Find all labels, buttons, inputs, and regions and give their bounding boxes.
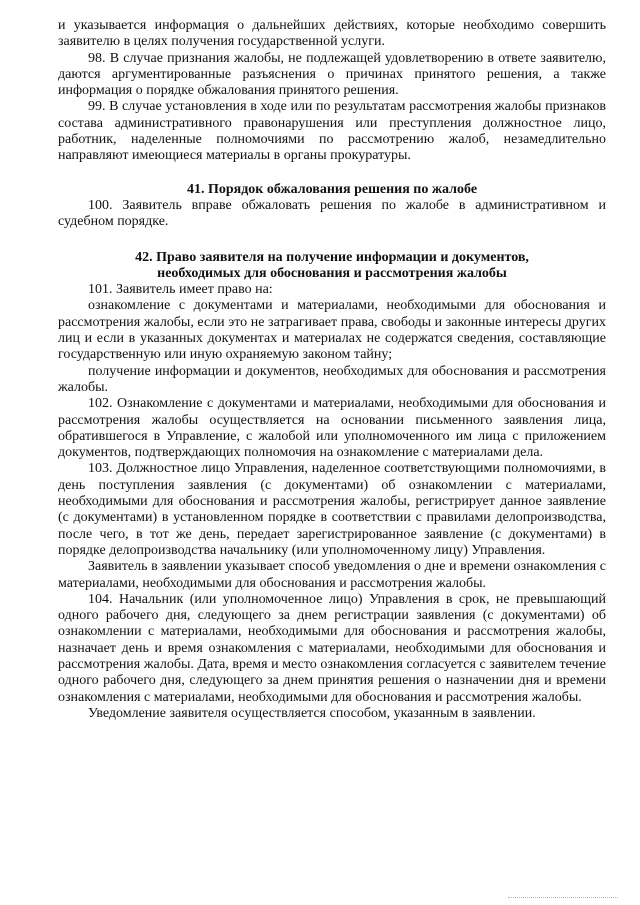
paragraph-103-notice: Заявитель в заявлении указывает способ уведомления о дне и времени ознакомления с материалами, необходимыми для обоснования и рассмотрения жалобы. xyxy=(58,559,606,591)
section-heading-42 xyxy=(58,250,606,283)
section-heading-41: 41. Порядок обжалования решения по жалобе xyxy=(186,181,478,197)
section-heading-42-line-1: 42. Право заявителя на получение информации и документов, xyxy=(135,249,529,265)
paragraph-101-item-2: получение информации и документов, необходимых для обоснования и рассмотрения жалобы. xyxy=(58,363,606,395)
paragraph-101-item-1: ознакомление с документами и материалами, необходимыми для обоснования и рассмотрения жалобы, если это не затрагивает права, свободы и законные интересы других лиц и если в указанных документах и материалах не содержатся сведения, составляющие государственную или иную охраняемую законом тайну; xyxy=(58,298,606,363)
paragraph-continuation: и указывается информация о дальнейших действиях, которые необходимо совершить заявителю в целях получения государственной услуги. xyxy=(58,18,606,50)
paragraph-104: 104. Начальник (или уполномоченное лицо) Управления в срок, не превышающий одного рабочего дня, следующего за днем регистрации заявления (с документами) об ознакомлении с материалами, необходимыми для обоснования и рассмотрения жалобы, назначает день и время ознакомления с материалами, необходимыми для обоснования и рассмотрения жалобы. Дата, время и место ознакомления согласуется с заявителем течение одного рабочего дня, следующего за днем принятия решения о назначении дня и времени ознакомления с материалами, необходимыми для обоснования и рассмотрения жалобы. xyxy=(58,591,606,705)
paragraph-104-notice: Уведомление заявителя осуществляется способом, указанным в заявлении. xyxy=(88,705,536,721)
section-heading-42-line-2: необходимых для обоснования и рассмотрения жалобы xyxy=(157,265,507,281)
paragraph-102: 102. Ознакомление с документами и материалами, необходимыми для обоснования и рассмотрения жалобы осуществляется на основании письменного заявления лица, обратившегося в Управление, с жалобой или уполномоченного им лица с приложением документов, подтверждающих полномочия на ознакомление с материалами дела. xyxy=(58,396,606,461)
paragraph-103: 103. Должностное лицо Управления, наделенное соответствующими полномочиями, в день поступления заявления (с документами) об ознакомлении с материалами, необходимыми для обоснования и рассмотрения жалобы, регистрирует данное заявление (с документами) в установленном порядке в соответствии с правилами делопроизводства, после чего, в тот же день, передает зарегистрированное заявление (с документами) в порядке делопроизводства начальнику (или уполномоченному лицу) Управления. xyxy=(58,461,606,558)
paragraph-99: 99. В случае установления в ходе или по результатам рассмотрения жалобы признаков состава административного правонарушения или преступления должностное лицо, работник, наделенные полномочиями по рассмотрению жалоб, незамедлительно направляют имеющиеся материалы в органы прокуратуры. xyxy=(58,99,606,164)
paragraph-98: 98. В случае признания жалобы, не подлежащей удовлетворению в ответе заявителю, даются аргументированные разъяснения о причинах принятого решения, а также информация о порядке обжалования принятого решения. xyxy=(58,50,606,99)
scan-artifact-line xyxy=(508,897,618,899)
paragraph-100: 100. Заявитель вправе обжаловать решения по жалобе в административном и судебном порядке. xyxy=(58,197,606,230)
paragraph-101: 101. Заявитель имеет право на: xyxy=(88,282,273,298)
